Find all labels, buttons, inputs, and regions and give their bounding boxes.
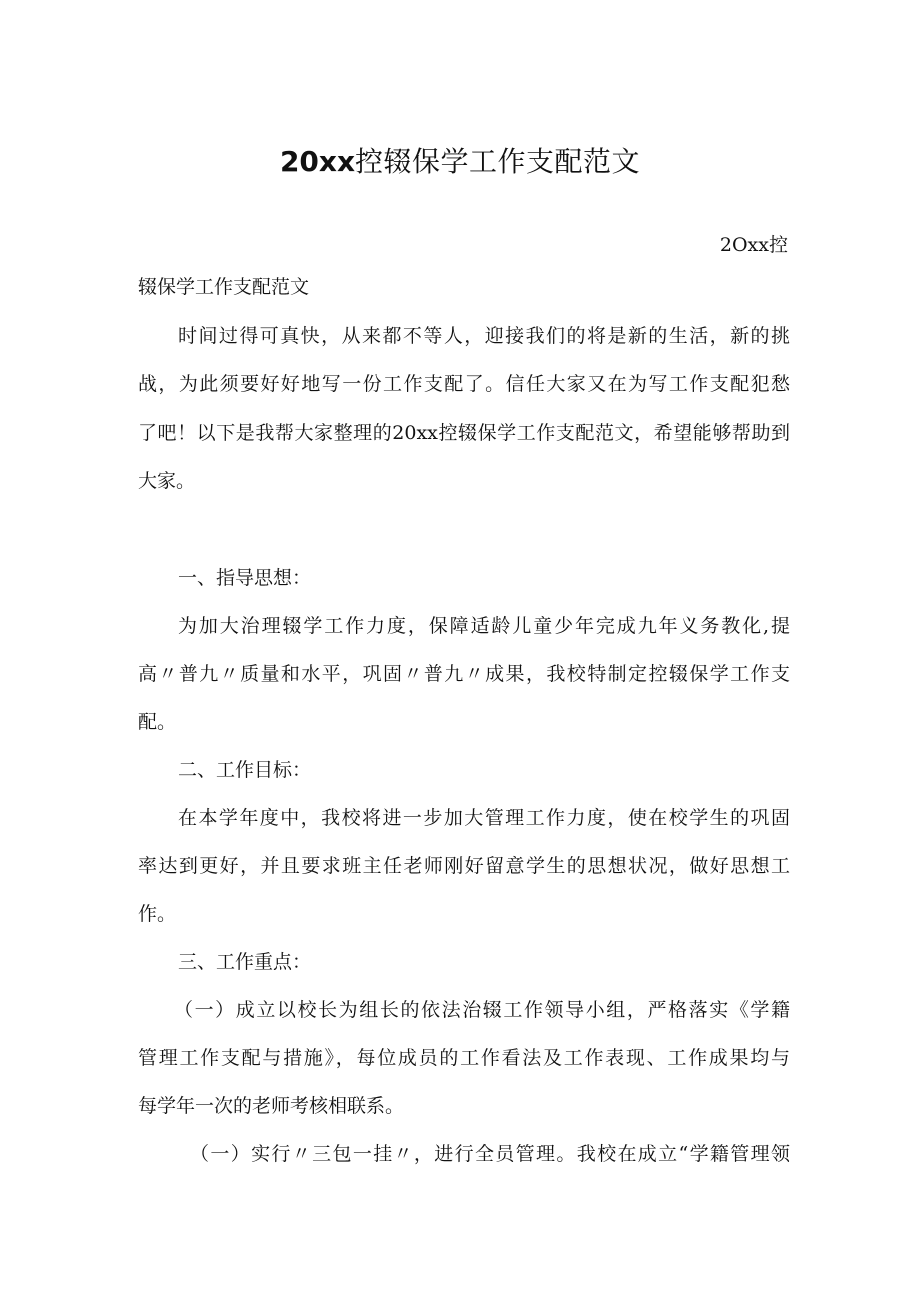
intro-line: 时间过得可真快，从来都不等人，迎接我们的将是新的生活，新的挑 [178, 325, 790, 347]
intro-line: 战，为此须要好好地写一份工作支配了。信任大家又在为写工作支配犯愁 [138, 373, 790, 395]
subtitle-right: 2Oxx控 [719, 234, 788, 256]
paragraph-line: 作。 [138, 903, 177, 925]
subtitle-continuation: 辍保学工作支配范文 [138, 276, 310, 298]
section-heading-guiding-thought: 一、指导思想： [178, 567, 312, 589]
title-text: 控辍保学工作支配范文 [355, 145, 641, 178]
paragraph-line: 每学年一次的老师考核相联系。 [138, 1095, 405, 1117]
title-year: 20xx [279, 145, 356, 178]
intro-line: 大家。 [138, 470, 196, 492]
intro-line: 了吧！以下是我帮大家整理的20xx控辍保学工作支配范文，希望能够帮助到 [138, 422, 790, 444]
paragraph-line: 配。 [138, 711, 177, 733]
section-heading-work-goals: 二、工作目标： [178, 759, 312, 781]
paragraph-line: 高〃普九〃质量和水平，巩固〃普九〃成果，我校特制定控辍保学工作支 [138, 663, 790, 685]
paragraph-line: （一）实行〃三包一挂〃，进行全员管理。我校在成立“学籍管理领 [190, 1143, 790, 1165]
paragraph-line: 为加大治理辍学工作力度，保障适龄儿童少年完成九年义务教化,提 [178, 615, 790, 637]
section-heading-work-focus: 三、工作重点： [178, 951, 312, 973]
paragraph-line: 管理工作支配与措施》，每位成员的工作看法及工作表现、工作成果均与 [138, 1047, 790, 1069]
document-title [0, 142, 920, 182]
paragraph-line: （一）成立以校长为组长的依法治辍工作领导小组，严格落实《学籍 [174, 999, 790, 1021]
paragraph-line: 率达到更好，并且要求班主任老师刚好留意学生的思想状况，做好思想工 [138, 855, 790, 877]
paragraph-line: 在本学年度中，我校将进一步加大管理工作力度，使在校学生的巩固 [178, 807, 790, 829]
